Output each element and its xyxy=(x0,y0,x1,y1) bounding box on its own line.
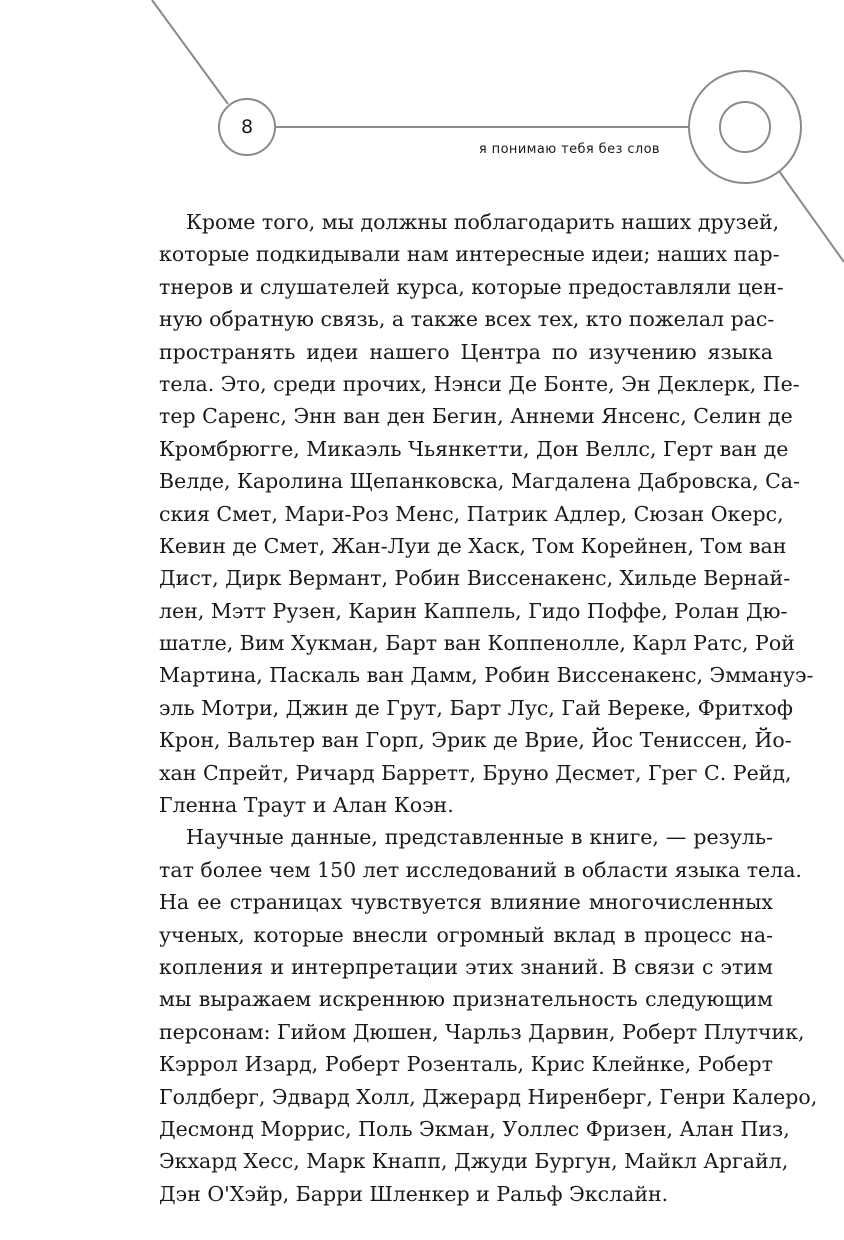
text-line: шатле, Вим Хукман, Барт ван Коппенолле, Карл Ратс, Рой xyxy=(159,631,795,656)
paragraph-acknowledgements xyxy=(159,206,814,821)
running-title: я понимаю тебя без слов xyxy=(478,142,660,157)
text-line: тат более чем 150 лет исследований в области языка тела. xyxy=(159,857,802,882)
text-line: тела. Это, среди прочих, Нэнси Де Бонте, Эн Деклерк, Пе- xyxy=(159,371,800,396)
body-text xyxy=(159,206,818,1210)
diagonal-line-top-left xyxy=(152,0,228,104)
text-line: Кромбрюгге, Микаэль Чьянкетти, Дон Веллс, Герт ван де xyxy=(159,436,789,461)
text-line: эль Мотри, Джин де Грут, Барт Лус, Гай Вереке, Фритхоф xyxy=(159,695,793,720)
text-line: Крон, Вальтер ван Горп, Эрик де Врие, Йос Тениссен, Йо- xyxy=(159,728,792,753)
inner-ring xyxy=(720,102,770,152)
text-line: Кроме того, мы должны поблагодарить наших друзей, xyxy=(186,210,780,234)
diagonal-line-right xyxy=(779,171,844,262)
page-number: 8 xyxy=(240,116,254,138)
text-line: На ее страницах чувствуется влияние многочисленных xyxy=(159,890,773,915)
text-line: которые подкидывали нам интересные идеи; наших пар- xyxy=(159,242,780,267)
text-line: Кэррол Изард, Роберт Розенталь, Крис Клейнке, Роберт xyxy=(159,1052,773,1077)
text-line: Дэн О'Хэйр, Барри Шленкер и Ральф Экслайн. xyxy=(159,1181,669,1206)
text-line: ную обратную связь, а также всех тех, кто пожелал рас- xyxy=(159,307,775,332)
text-line: тер Саренс, Энн ван ден Бегин, Аннеми Янсенс, Селин де xyxy=(159,404,793,429)
text-line: тнеров и слушателей курса, которые предоставляли цен- xyxy=(159,274,784,299)
text-line: лен, Мэтт Рузен, Карин Каппель, Гидо Поффе, Ролан Дю- xyxy=(159,598,788,623)
text-line: Кевин де Смет, Жан-Луи де Хаск, Том Корейнен, Том ван xyxy=(159,533,787,558)
text-line: Научные данные, представленные в книге, — резуль- xyxy=(186,825,773,850)
text-line: Десмонд Моррис, Поль Экман, Уоллес Фризен, Алан Пиз, xyxy=(159,1116,790,1141)
text-line: персонам: Гийом Дюшен, Чарльз Дарвин, Роберт Плутчик, xyxy=(159,1019,805,1044)
text-line: Экхард Хесс, Марк Кнапп, Джуди Бургун, Майкл Аргайл, xyxy=(159,1149,789,1174)
text-line: Велде, Каролина Щепанковска, Магдалена Дабровска, Са- xyxy=(159,469,800,494)
text-line: Дист, Дирк Вермант, Робин Виссенакенс, Хильде Вернай- xyxy=(159,566,791,591)
paragraph-scientists xyxy=(159,821,818,1210)
text-line: ученых, которые внесли огромный вклад в процесс на- xyxy=(159,922,773,947)
outer-ring xyxy=(689,71,801,183)
text-line: мы выражаем искреннюю признательность следующим xyxy=(159,987,773,1012)
text-line: хан Спрейт, Ричард Барретт, Бруно Десмет, Грег С. Рейд, xyxy=(159,760,792,785)
text-line: Мартина, Паскаль ван Дамм, Робин Виссенакенс, Эммануэ- xyxy=(159,663,814,688)
text-line: ския Смет, Мари-Роз Менс, Патрик Адлер, Сюзан Окерс, xyxy=(159,501,784,526)
text-line: пространять идеи нашего Центра по изучению языка xyxy=(159,339,773,364)
text-line: Гленна Траут и Алан Коэн. xyxy=(159,793,454,818)
text-line: Голдберг, Эдвард Холл, Джерард Ниренберг, Генри Калеро, xyxy=(159,1084,818,1109)
text-line: копления и интерпретации этих знаний. В связи с этим xyxy=(159,954,773,979)
